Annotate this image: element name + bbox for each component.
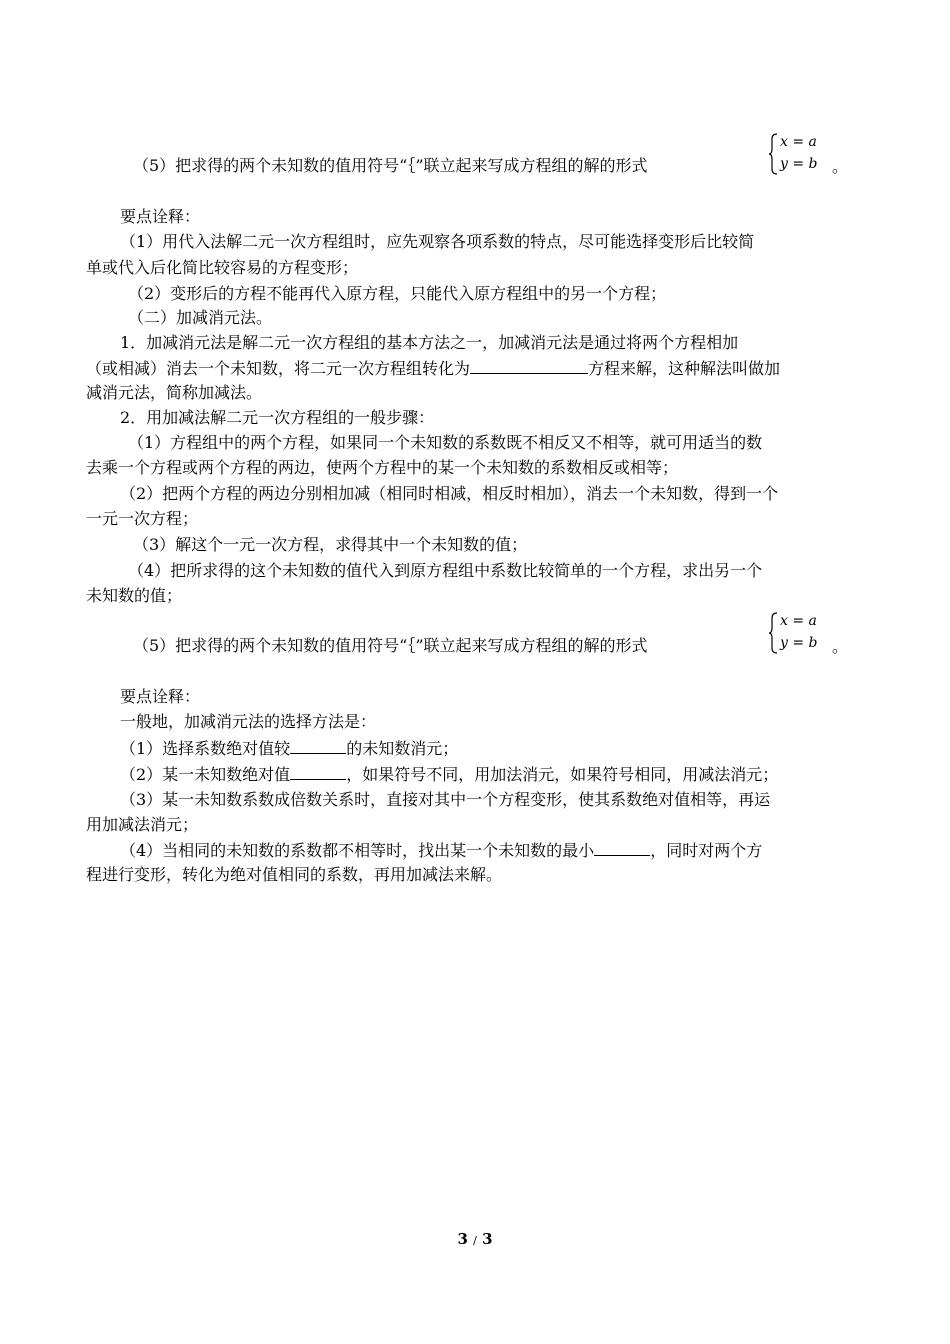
system-row-x: x = a [780,134,817,150]
step5-text: （5）把求得的两个未知数的值用符号“｛”联立起来写成方程组的解的形式 [133,156,648,175]
step5-period: 。 [832,157,849,176]
choice1 [120,738,900,759]
step4-line1: （4）把所求得的这个未知数的值代入到原方程组中系数比较简单的一个方程，求出另一个 [128,561,763,580]
page-separator: / [473,1234,477,1247]
fill-blank-4[interactable] [594,840,650,856]
step2-line2: 一元一次方程； [86,509,199,528]
notes-heading: 要点诠释： [120,207,201,226]
choice2-end: ，如果符号不同，用加法消元，如果符号相同，用减法消元； [346,765,779,784]
item1-line1: 1．加减消元法是解二元一次方程组的基本方法之一，加减消元法是通过将两个方程相加 [120,333,739,352]
left-brace-icon [768,612,778,654]
choice2 [120,764,900,785]
note1-line2: 单或代入后化简比较容易的方程变形； [86,258,359,277]
item1-line2-start: （或相减）消去一个未知数，将二元一次方程组转化为 [86,359,471,378]
section-title: （二）加减消元法。 [128,308,273,327]
notes2-intro: 一般地，加减消元法的选择方法是： [120,712,377,731]
choice2-start: （2）某一未知数绝对值 [120,765,291,784]
choice4-end: ，同时对两个方 [650,841,763,860]
page-number [0,1230,950,1248]
left-brace-icon [768,133,778,175]
step4-line2: 未知数的值； [86,586,183,605]
choice3-line1: （3）某一未知数系数成倍数关系时，直接对其中一个方程变形，使其系数绝对值相等，再运 [120,790,771,809]
step1-line1: （1）方程组中的两个方程，如果同一个未知数的系数既不相反又不相等，就可用适当的数 [128,433,763,452]
choice3-line2: 用加减法消元； [86,815,199,834]
notes2-heading: 要点诠释： [120,687,201,706]
item1-line2-end: 方程来解，这种解法叫做加 [588,359,781,378]
item1-line2 [86,358,866,379]
item2-heading: 2．用加减法解二元一次方程组的一般步骤： [120,408,435,427]
fill-blank-2[interactable] [290,738,346,754]
system-row-y: y = b [780,635,818,651]
choice1-end: 的未知数消元； [346,739,459,758]
page-total: 3 [482,1230,493,1248]
step5b-text: （5）把求得的两个未知数的值用符号“｛”联立起来写成方程组的解的形式 [133,636,648,655]
choice4-start: （4）当相同的未知数的系数都不相等时，找出某一个未知数的最小 [120,841,595,860]
system-row-y: y = b [780,156,818,172]
step2-line1: （2）把两个方程的两边分别相加减（相同时相减，相反时相加），消去一个未知数，得到一个 [120,484,779,503]
step3: （3）解这个一元一次方程，求得其中一个未知数的值； [133,535,528,554]
fill-blank-1[interactable] [470,358,588,374]
system-row-x: x = a [780,613,817,629]
choice4-line2: 程进行变形，转化为绝对值相同的系数，再用加减法来解。 [86,865,503,884]
fill-blank-3[interactable] [290,764,346,780]
note2: （2）变形后的方程不能再代入原方程，只能代入原方程组中的另一个方程； [128,284,667,303]
choice4-line1 [120,840,900,861]
step1-line2: 去乘一个方程或两个方程的两边，使两个方程中的某一个未知数的系数相反或相等； [86,458,679,477]
choice1-start: （1）选择系数绝对值较 [120,739,291,758]
step5b-period: 。 [832,637,849,656]
item1-line3: 减消元法，简称加减法。 [86,383,263,402]
page-current: 3 [457,1230,468,1248]
note1-line1: （1）用代入法解二元一次方程组时，应先观察各项系数的特点，尽可能选择变形后比较简 [120,232,755,251]
